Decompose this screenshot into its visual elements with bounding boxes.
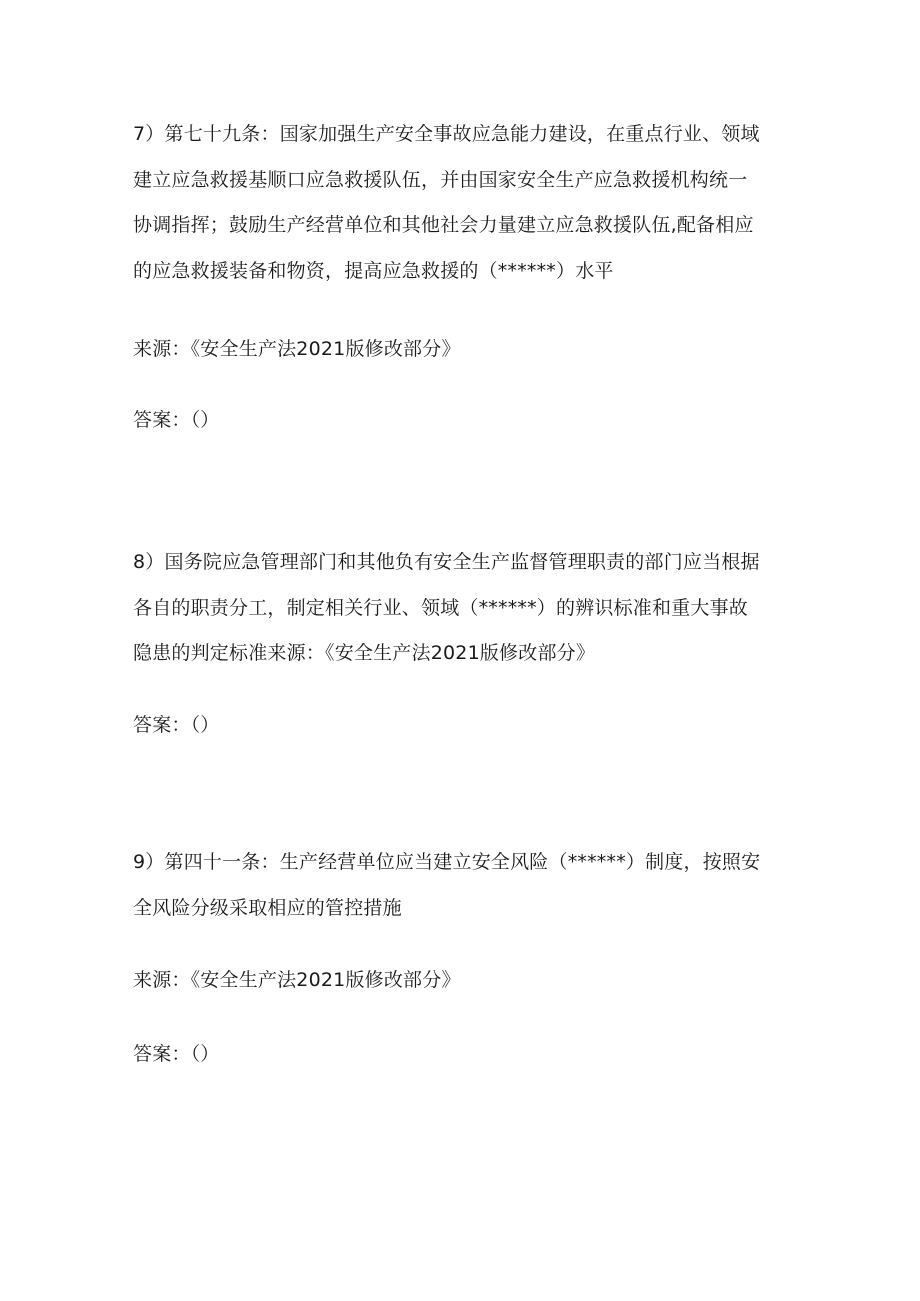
question-8-answer xyxy=(133,707,793,743)
question-7-text xyxy=(133,112,793,294)
question-9-answer xyxy=(133,1036,793,1072)
text-line: 隐患的判定标准来源：《安全生产法2021版修改部分》 xyxy=(133,642,596,664)
text-line: 9）第四十一条：生产经营单位应当建立安全风险（******）制度，按照安 xyxy=(133,851,761,873)
answer-line: 答案：（） xyxy=(133,409,220,431)
text-line: 7）第七十九条：国家加强生产安全事故应急能力建设，在重点行业、领域 xyxy=(133,123,760,145)
answer-line: 答案：（） xyxy=(133,714,220,736)
text-line: 建立应急救援基顺口应急救援队伍，并由国家安全生产应急救援机构统一 xyxy=(133,168,748,191)
question-7-source xyxy=(133,331,793,367)
text-line: 各自的职责分工，制定相关行业、领域（******）的辨识标准和重大事故 xyxy=(133,596,749,619)
question-9-text xyxy=(133,840,793,931)
text-line: 协调指挥；鼓励生产经营单位和其他社会力量建立应急救援队伍,配备相应 xyxy=(133,214,754,236)
text-line: 全风险分级采取相应的管控措施 xyxy=(133,896,402,919)
text-line: 8）国务院应急管理部门和其他负有安全生产监督管理职责的部门应当根据 xyxy=(133,551,760,573)
question-9-source xyxy=(133,962,793,998)
question-8-text xyxy=(133,540,793,677)
answer-line: 答案：（） xyxy=(133,1043,220,1065)
source-line: 来源：《安全生产法2021版修改部分》 xyxy=(133,338,461,360)
text-line: 的应急救援装备和物资，提高应急救援的（******）水平 xyxy=(133,259,614,282)
question-7-answer xyxy=(133,402,793,438)
source-line: 来源：《安全生产法2021版修改部分》 xyxy=(133,969,461,991)
